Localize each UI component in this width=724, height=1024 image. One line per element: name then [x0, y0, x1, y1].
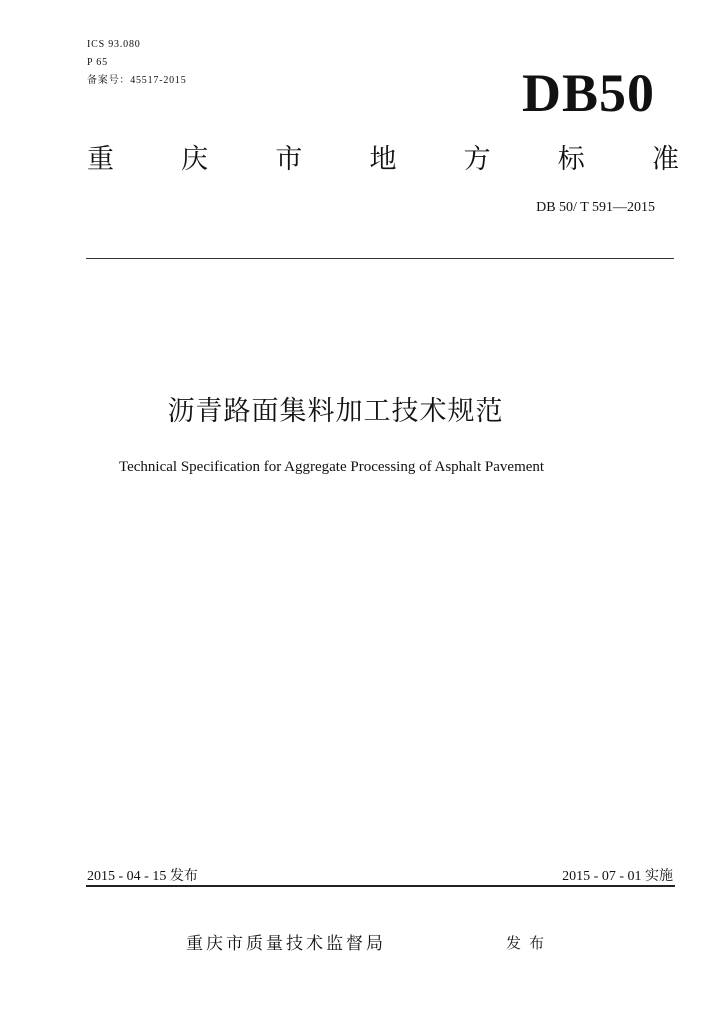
top-divider — [86, 258, 674, 259]
standard-type-heading — [87, 145, 679, 175]
ics-code: ICS 93.080 — [87, 39, 141, 50]
issue-label: 发布 — [506, 934, 553, 952]
document-title-chinese — [0, 394, 724, 430]
standard-type-char: 庆 — [181, 144, 209, 175]
effective-date-label: 实施 — [645, 868, 673, 884]
issuing-authority: 重庆市质量技术监督局 — [186, 934, 386, 954]
standard-number: DB 50/ T 591—2015 — [536, 200, 655, 215]
db50-logo: DB50 — [521, 63, 655, 123]
standard-type-char: 市 — [275, 144, 303, 175]
publish-date — [87, 867, 198, 886]
bottom-divider — [86, 885, 675, 887]
publish-date-label: 发布 — [169, 868, 198, 884]
effective-date-value: 2015 - 07 - 01 — [562, 869, 642, 884]
publish-date-value: 2015 - 04 - 15 — [87, 869, 167, 884]
standard-type-char: 地 — [369, 144, 397, 175]
classification-code: P 65 — [87, 57, 108, 68]
standard-type-char: 方 — [463, 144, 491, 175]
effective-date — [562, 867, 673, 886]
standard-type-char: 标 — [557, 144, 585, 175]
document-title-english: Technical Specification for Aggregate Processing of Asphalt Pavement — [119, 459, 545, 475]
title-cn-text: 沥青路面集料加工技术规范 — [167, 396, 504, 427]
filing-number: 备案号：45517-2015 — [87, 75, 187, 86]
standard-type-char: 重 — [87, 144, 114, 175]
standard-type-char: 准 — [651, 144, 679, 175]
